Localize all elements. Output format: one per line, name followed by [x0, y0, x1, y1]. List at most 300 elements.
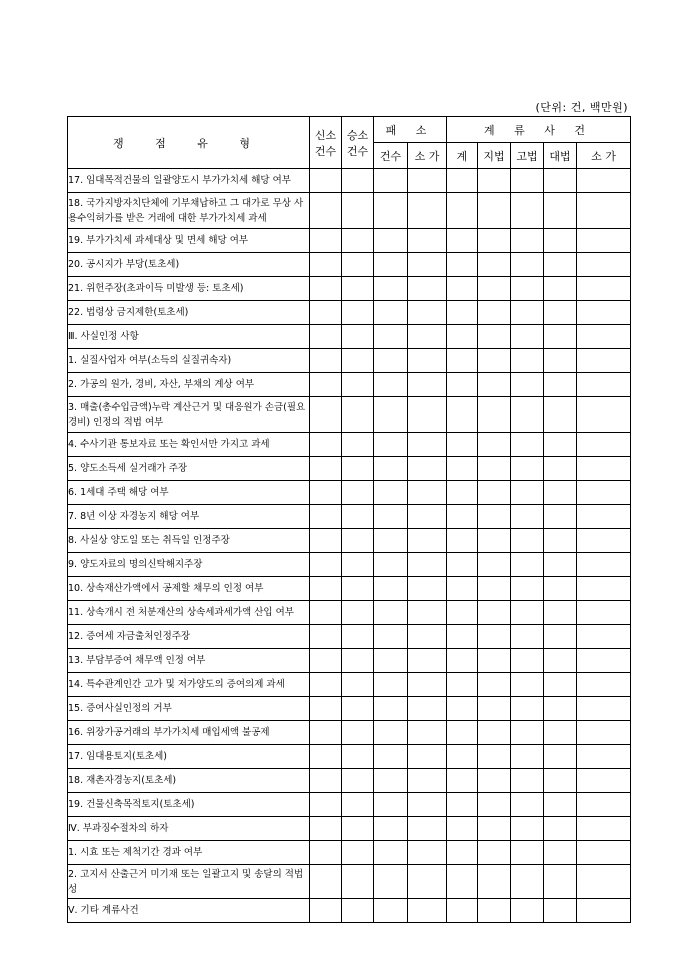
value-cell: [342, 373, 374, 397]
value-cell: [544, 457, 577, 481]
value-cell: [374, 697, 408, 721]
row-label: [68, 505, 310, 529]
row-label: [68, 721, 310, 745]
row-label: [68, 349, 310, 373]
value-cell: [374, 433, 408, 457]
table-row: [68, 349, 631, 373]
table-row: [68, 397, 631, 433]
row-label: [68, 325, 310, 349]
value-cell: [577, 899, 631, 923]
value-cell: [544, 673, 577, 697]
row-label-text: 1. 실질사업자 여부(소득의 실질귀속자): [68, 355, 232, 366]
table-row: [68, 253, 631, 277]
row-label: [68, 481, 310, 505]
value-cell: [408, 865, 447, 899]
row-label: [68, 397, 310, 433]
value-cell: [310, 793, 342, 817]
row-label-text: 13. 부담부증여 채무액 인정 여부: [68, 655, 206, 666]
value-cell: [310, 865, 342, 899]
value-cell: [577, 277, 631, 301]
value-cell: [310, 601, 342, 625]
row-label: [68, 625, 310, 649]
row-label: [68, 865, 310, 899]
row-label-text: 8. 사실상 양도일 또는 취득일 인정주장: [68, 535, 230, 546]
value-cell: [478, 397, 511, 433]
value-cell: [342, 397, 374, 433]
value-cell: [577, 577, 631, 601]
value-cell: [342, 721, 374, 745]
value-cell: [447, 529, 478, 553]
value-cell: [447, 229, 478, 253]
value-cell: [577, 457, 631, 481]
value-cell: [544, 481, 577, 505]
value-cell: [544, 601, 577, 625]
value-cell: [310, 253, 342, 277]
table-row: [68, 481, 631, 505]
value-cell: [544, 745, 577, 769]
value-cell: [408, 841, 447, 865]
table-row: [68, 817, 631, 841]
row-label: [68, 577, 310, 601]
value-cell: [478, 649, 511, 673]
value-cell: [478, 349, 511, 373]
value-cell: [408, 649, 447, 673]
value-cell: [544, 817, 577, 841]
value-cell: [342, 577, 374, 601]
row-label-text: 18. 재촌자경농지(토초세): [68, 775, 177, 786]
value-cell: [478, 433, 511, 457]
value-cell: [374, 769, 408, 793]
value-cell: [478, 841, 511, 865]
header-lost: 패 소: [374, 117, 447, 143]
row-label-text: 18. 국가지방자치단체에 기부채납하고 그 대가로 무상 사용수익허가를 받은 거래에 대한 부가가치세 과세: [68, 197, 304, 224]
value-cell: [511, 769, 544, 793]
value-cell: [374, 649, 408, 673]
table-row: [68, 899, 631, 923]
value-cell: [310, 697, 342, 721]
value-cell: [478, 553, 511, 577]
value-cell: [310, 349, 342, 373]
value-cell: [511, 505, 544, 529]
value-cell: [310, 899, 342, 923]
value-cell: [544, 193, 577, 229]
value-cell: [342, 649, 374, 673]
value-cell: [374, 349, 408, 373]
row-label-text: 17. 임대용토지(토초세): [68, 751, 167, 762]
value-cell: [310, 433, 342, 457]
row-label: [68, 457, 310, 481]
value-cell: [577, 745, 631, 769]
header-pending-amount: 소 가: [577, 143, 631, 169]
value-cell: [408, 349, 447, 373]
row-label: [68, 301, 310, 325]
value-cell: [478, 481, 511, 505]
header-lost-count: 건수: [374, 143, 408, 169]
value-cell: [342, 277, 374, 301]
value-cell: [478, 817, 511, 841]
row-label-text: 15. 증여사실인정의 거부: [68, 703, 172, 714]
value-cell: [478, 721, 511, 745]
value-cell: [408, 577, 447, 601]
value-cell: [577, 697, 631, 721]
value-cell: [511, 601, 544, 625]
value-cell: [511, 865, 544, 899]
value-cell: [374, 169, 408, 193]
value-cell: [447, 481, 478, 505]
value-cell: [310, 529, 342, 553]
value-cell: [577, 817, 631, 841]
value-cell: [478, 697, 511, 721]
value-cell: [478, 505, 511, 529]
value-cell: [544, 169, 577, 193]
value-cell: [478, 793, 511, 817]
value-cell: [511, 841, 544, 865]
value-cell: [511, 301, 544, 325]
value-cell: [342, 301, 374, 325]
row-label: [68, 253, 310, 277]
value-cell: [544, 349, 577, 373]
value-cell: [408, 529, 447, 553]
value-cell: [577, 505, 631, 529]
value-cell: [478, 277, 511, 301]
row-label: [68, 433, 310, 457]
header-category: 쟁 점 유 형: [68, 117, 310, 169]
value-cell: [478, 673, 511, 697]
value-cell: [478, 769, 511, 793]
value-cell: [310, 769, 342, 793]
value-cell: [310, 505, 342, 529]
value-cell: [408, 301, 447, 325]
value-cell: [342, 193, 374, 229]
table-row: [68, 553, 631, 577]
value-cell: [544, 229, 577, 253]
value-cell: [577, 769, 631, 793]
header-pending-high: 고법: [511, 143, 544, 169]
header-pending-supreme: 대법: [544, 143, 577, 169]
row-label-text: 22. 법령상 금지제한(토초세): [68, 307, 189, 318]
value-cell: [544, 529, 577, 553]
value-cell: [544, 769, 577, 793]
value-cell: [511, 373, 544, 397]
value-cell: [310, 673, 342, 697]
value-cell: [511, 325, 544, 349]
value-cell: [511, 793, 544, 817]
value-cell: [577, 397, 631, 433]
value-cell: [577, 649, 631, 673]
table-row: [68, 841, 631, 865]
value-cell: [342, 745, 374, 769]
value-cell: [478, 577, 511, 601]
row-label: [68, 769, 310, 793]
value-cell: [408, 169, 447, 193]
value-cell: [447, 577, 478, 601]
row-label: [68, 817, 310, 841]
header-lost-amount: 소 가: [408, 143, 447, 169]
header-new-cases: 신소건수: [310, 117, 342, 169]
value-cell: [408, 193, 447, 229]
value-cell: [342, 793, 374, 817]
row-label: [68, 601, 310, 625]
value-cell: [511, 457, 544, 481]
row-label-text: 10. 상속재산가액에서 공제할 채무의 인정 여부: [68, 583, 264, 594]
value-cell: [408, 457, 447, 481]
value-cell: [374, 841, 408, 865]
value-cell: [408, 325, 447, 349]
row-label-text: 20. 공시지가 부당(토초세): [68, 259, 180, 270]
table-row: [68, 325, 631, 349]
value-cell: [342, 433, 374, 457]
row-label: [68, 193, 310, 229]
value-cell: [577, 193, 631, 229]
value-cell: [544, 325, 577, 349]
value-cell: [374, 529, 408, 553]
row-label-text: 17. 임대목적건물의 일괄양도시 부가가치세 해당 여부: [68, 175, 291, 186]
value-cell: [544, 553, 577, 577]
value-cell: [447, 301, 478, 325]
row-label-text: 19. 건물신축목적토지(토초세): [68, 799, 195, 810]
value-cell: [342, 253, 374, 277]
table-row: [68, 649, 631, 673]
value-cell: [478, 625, 511, 649]
row-label-text: 7. 8년 이상 자경농지 해당 여부: [68, 511, 200, 522]
value-cell: [544, 505, 577, 529]
table-row: [68, 865, 631, 899]
table-row: [68, 373, 631, 397]
value-cell: [447, 745, 478, 769]
value-cell: [577, 865, 631, 899]
value-cell: [544, 793, 577, 817]
value-cell: [544, 865, 577, 899]
value-cell: [310, 397, 342, 433]
value-cell: [577, 841, 631, 865]
value-cell: [408, 397, 447, 433]
row-label: [68, 649, 310, 673]
value-cell: [478, 745, 511, 769]
value-cell: [544, 721, 577, 745]
value-cell: [447, 325, 478, 349]
value-cell: [511, 649, 544, 673]
litigation-table: [67, 116, 631, 923]
row-label-text: 1. 시효 또는 제척기간 경과 여부: [68, 847, 203, 858]
row-label-text: 21. 위헌주장(초과이득 미발생 등: 토초세): [68, 283, 244, 294]
value-cell: [478, 193, 511, 229]
value-cell: [310, 553, 342, 577]
value-cell: [447, 865, 478, 899]
table-row: [68, 793, 631, 817]
value-cell: [511, 625, 544, 649]
value-cell: [374, 625, 408, 649]
row-label: [68, 697, 310, 721]
value-cell: [577, 253, 631, 277]
value-cell: [447, 769, 478, 793]
value-cell: [408, 673, 447, 697]
row-label-text: 4. 수사기관 통보자료 또는 확인서만 가지고 과세: [68, 439, 270, 450]
value-cell: [310, 373, 342, 397]
value-cell: [577, 793, 631, 817]
value-cell: [374, 397, 408, 433]
value-cell: [342, 865, 374, 899]
value-cell: [408, 229, 447, 253]
value-cell: [447, 673, 478, 697]
value-cell: [447, 697, 478, 721]
value-cell: [342, 817, 374, 841]
value-cell: [408, 899, 447, 923]
value-cell: [511, 899, 544, 923]
table-row: [68, 301, 631, 325]
value-cell: [342, 505, 374, 529]
row-label-text: 9. 양도자료의 명의신탁해지주장: [68, 559, 203, 570]
value-cell: [374, 601, 408, 625]
row-label: [68, 553, 310, 577]
table-row: [68, 697, 631, 721]
value-cell: [447, 253, 478, 277]
value-cell: [408, 253, 447, 277]
value-cell: [511, 349, 544, 373]
value-cell: [478, 865, 511, 899]
value-cell: [447, 505, 478, 529]
value-cell: [310, 325, 342, 349]
value-cell: [577, 229, 631, 253]
unit-note: (단위: 건, 백만원): [535, 101, 628, 114]
value-cell: [310, 457, 342, 481]
row-label: [68, 841, 310, 865]
value-cell: [310, 817, 342, 841]
value-cell: [342, 457, 374, 481]
row-label-text: 19. 부가가치세 과세대상 및 면세 해당 여부: [68, 235, 249, 246]
value-cell: [374, 721, 408, 745]
value-cell: [408, 373, 447, 397]
row-label: [68, 277, 310, 301]
value-cell: [544, 277, 577, 301]
value-cell: [511, 673, 544, 697]
row-label-text: 2. 고지서 산출근거 미기재 또는 일괄고지 및 송달의 적법성: [68, 868, 304, 895]
value-cell: [408, 817, 447, 841]
value-cell: [447, 553, 478, 577]
row-label-text: 2. 가공의 원가, 경비, 자산, 부채의 계상 여부: [68, 379, 255, 390]
header-pending-total: 계: [447, 143, 478, 169]
value-cell: [374, 817, 408, 841]
value-cell: [447, 841, 478, 865]
header-won-cases: 승소건수: [342, 117, 374, 169]
value-cell: [374, 325, 408, 349]
table-row: [68, 577, 631, 601]
value-cell: [374, 481, 408, 505]
row-label: [68, 169, 310, 193]
value-cell: [577, 481, 631, 505]
value-cell: [408, 601, 447, 625]
value-cell: [408, 721, 447, 745]
value-cell: [342, 529, 374, 553]
value-cell: [577, 325, 631, 349]
value-cell: [511, 229, 544, 253]
value-cell: [478, 301, 511, 325]
value-cell: [310, 745, 342, 769]
value-cell: [511, 277, 544, 301]
row-label: [68, 745, 310, 769]
value-cell: [544, 253, 577, 277]
value-cell: [342, 169, 374, 193]
value-cell: [374, 373, 408, 397]
value-cell: [511, 577, 544, 601]
value-cell: [544, 577, 577, 601]
value-cell: [342, 769, 374, 793]
value-cell: [511, 253, 544, 277]
value-cell: [478, 529, 511, 553]
value-cell: [478, 229, 511, 253]
value-cell: [511, 397, 544, 433]
row-label: [68, 229, 310, 253]
table-row: [68, 601, 631, 625]
value-cell: [447, 817, 478, 841]
value-cell: [342, 553, 374, 577]
value-cell: [342, 841, 374, 865]
value-cell: [478, 169, 511, 193]
value-cell: [447, 193, 478, 229]
value-cell: [374, 505, 408, 529]
value-cell: [544, 899, 577, 923]
value-cell: [447, 457, 478, 481]
value-cell: [342, 899, 374, 923]
value-cell: [544, 841, 577, 865]
value-cell: [342, 697, 374, 721]
row-label-text: 3. 매출(총수입금액)누락 계산근거 및 대응원가 손금(필요경비) 인정의 적법 여부: [68, 401, 306, 428]
table-row: [68, 745, 631, 769]
value-cell: [310, 625, 342, 649]
value-cell: [408, 625, 447, 649]
table-row: [68, 277, 631, 301]
row-label-text: Ⅳ. 부과징수절차의 하자: [68, 823, 169, 834]
row-label: [68, 373, 310, 397]
table-row: [68, 169, 631, 193]
value-cell: [577, 625, 631, 649]
value-cell: [342, 229, 374, 253]
value-cell: [478, 601, 511, 625]
value-cell: [511, 529, 544, 553]
value-cell: [447, 601, 478, 625]
value-cell: [577, 529, 631, 553]
value-cell: [478, 373, 511, 397]
value-cell: [577, 553, 631, 577]
row-label-text: 6. 1세대 주택 해당 여부: [68, 487, 169, 498]
table-row: [68, 673, 631, 697]
value-cell: [447, 649, 478, 673]
table-row: [68, 769, 631, 793]
row-label-text: 14. 특수관계인간 고가 및 저가양도의 증여의제 과세: [68, 679, 285, 690]
value-cell: [310, 841, 342, 865]
value-cell: [374, 253, 408, 277]
header-pending-district: 지법: [478, 143, 511, 169]
value-cell: [511, 433, 544, 457]
value-cell: [511, 169, 544, 193]
value-cell: [342, 481, 374, 505]
value-cell: [447, 169, 478, 193]
value-cell: [577, 349, 631, 373]
row-label: [68, 529, 310, 553]
row-label: [68, 793, 310, 817]
value-cell: [374, 793, 408, 817]
row-label: [68, 899, 310, 923]
value-cell: [511, 745, 544, 769]
value-cell: [374, 193, 408, 229]
value-cell: [310, 721, 342, 745]
value-cell: [342, 625, 374, 649]
value-cell: [478, 899, 511, 923]
value-cell: [374, 301, 408, 325]
header-pending: 계 류 사 건: [447, 117, 631, 143]
value-cell: [544, 373, 577, 397]
value-cell: [408, 553, 447, 577]
value-cell: [511, 817, 544, 841]
